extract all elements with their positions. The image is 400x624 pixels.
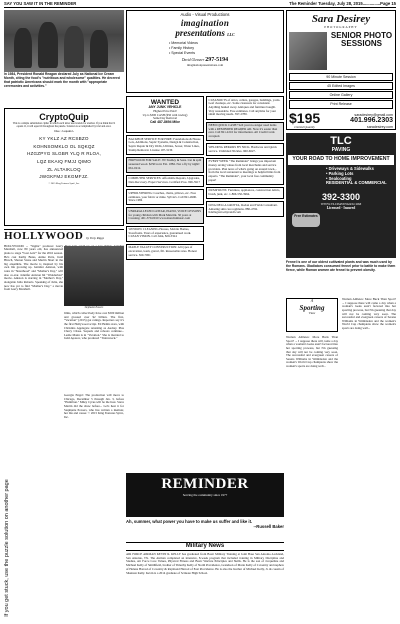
military-news-body: AIR FORCE AIRMAN KEVIN R. KELLY has graduated from Basic Military Training at Joint Base San Antonio-Lackland, San Antonio, TX. The Airman completed an intensive, 8-week program that included training in Military Discipline and Studies, Air Force Core Values, Physical Fitness and Basic Warfare Principles and Skills. He is the son of Jacqueline and Michael Kelly of Smithfield, brother of Timothy Kelly of North Providence, Grandson of Marie Kelly of Coventry and nephew of Helena Harrod of Coventry & Raymond Harrod of East Providence. He is also the brother of Michael Kelly, Jr. & cousin of Shannon Kelly. Kevin is a 2014 graduate of Scituate High School. <box>126 552 284 575</box>
classified-ad: LINA DELLA GROTTA, Rodan and Fields Consultant. Amazing skin care regimens. 880-4792. lidellagrotta.myrandf.com <box>206 201 284 217</box>
quote-text: Ah, summer, what power you have to make us suffer and like it. <box>126 519 253 524</box>
fennel-caption: Fennel is one of our oldest cultivated plants and was much used by the Romans. Gladiators consumed fennel prior to battle to make them fierce, while Roman women ate fennel to prevent obesity. <box>286 260 396 272</box>
reminder-logo-box <box>126 473 284 517</box>
tlc-free-badge: Free Estimates <box>292 213 320 227</box>
quote-author: --Russell Baker <box>253 524 284 530</box>
classified-ad: COMPUTER SERVICES: Affordable Repairs, Upgrades, Data Recovery. Expert Services. Certified Pros. 996-5917 <box>126 175 204 187</box>
hollywood-photo-caption: Stephanie Powers <box>84 306 104 309</box>
tlc-tagline: YOUR ROAD TO HOME IMPROVEMENT <box>288 155 394 165</box>
tlc-web: WWW.TLCPAVINGRI.COM <box>320 201 362 206</box>
hollywood-text: films, which collectively have cost $500 million and grossed over $2 billion. The first, "Vacation" (2015) got ratings. Reporters say it's the first Hollywood script. Ed Helms stars, with Christina Applegate returning as Audrey. Plus Chevy Chase. Sequels and reboots continue... Leslie Mann is in "Vacation." She is married to Judd Apatow, who produced "Trainwreck." <box>64 311 124 341</box>
cryptoquip-line: LQZ EKAIQ FMJJ QIMO <box>36 158 92 164</box>
sporting-view-logo <box>286 298 338 332</box>
tlc-item: RESIDENTIAL & COMMERCIAL <box>326 180 387 186</box>
ad-line: Audio - Visual Productions <box>180 12 230 17</box>
reminder-title: REMINDER <box>161 476 249 492</box>
classified-ad: DUMP RUNS: Furniture, appliances, construction debris, brush, junk, etc. 1-866-550-3964. <box>206 187 284 199</box>
ad-contact-phone: 297-5194 <box>205 56 229 63</box>
reminder-sub: Serving the community since 1977 <box>182 493 228 498</box>
stephanie-powers-photo <box>64 246 124 306</box>
cryptoquip-intro: This is a simple substitution cipher in which each letter used stands for another. If you think that X equals O, it will equal O throughout the puzzle. Solution is accomplished by trial and error. <box>12 122 116 129</box>
wanted-phone: Call 487-8694 Mike <box>150 119 180 124</box>
classified-ad: EVERY WEEK "The Reminder" brings you important money saving values from local merchants and service providers. Plan news of what's going on around town... from the local restaurant to meetings to helpful hints from experts. "The Reminder", your local free community paper! <box>206 158 284 185</box>
classified-ad: BACKHOE SERVICE FOR HIRE: Foundations & House Lots, Additions, Septic Systems, Design & Construction, Septic Repair & Dry Wells, Utilities, Sewer, Water Lines, Stump Removal. License 197-3136 <box>126 135 204 155</box>
sideways-ad <box>4 476 18 620</box>
header-right: The Reminder Tuesday, July 28, 2015...............Page 15 <box>289 0 396 6</box>
tlc-paving-ad <box>286 133 396 258</box>
tlc-logo: TLC <box>330 135 352 147</box>
ad-brand: imagination <box>180 17 230 28</box>
wanted-ad <box>126 96 204 133</box>
wanted-line: ANY JUNK VEHICLE <box>148 105 182 110</box>
tlc-license: Licensed - Insured <box>326 206 356 211</box>
tlc-item: • Sealcoating <box>326 175 352 181</box>
sporting-b: Sporting <box>299 303 325 312</box>
sara-item: Online Gallery <box>289 91 393 99</box>
tlc-item: • Driveways & Sidewalks <box>326 166 374 172</box>
classified-ad: WELDING REPAIRS BY NICK. Hardware and Quick service. Unlimited Nickles. 960-6627. <box>206 143 284 155</box>
sara-senior: SENIOR PHOTO SESSIONS <box>330 31 393 49</box>
sara-price-note: Limited Quantity <box>294 124 315 129</box>
sporting-article-cont: Women Athletes: More Buck Than Sport? ... I suppose there will come a day when a woman's looks aren't factored into her sporting prowess, but I'm guessing that day will not be coming very soon. The successful and evergreen careers of Serena Williams in Wimbledon and the women's World Cup champions show the women's sports are doing well... <box>342 298 396 331</box>
sporting-article: Women Athletes: More Buck Than Sport? ... I suppose there will come a day when a woman's looks aren't factored into her sporting prowess, but I'm guessing that day will not be coming very soon. The successful and evergreen careers of Serena Williams in Wimbledon and the women's World Cup champions show the women's sports are doing well... <box>286 336 338 369</box>
header-left: SAY YOU SAW IT IN THE REMINDER <box>4 0 77 6</box>
military-news-title: Military News <box>126 542 284 551</box>
tlc-paving: PAVING <box>331 146 351 153</box>
cryptoquip-line: KOHNSOMKLO OL SQKQZ <box>33 143 95 149</box>
classified-ad: UNPARALLELED GUITAR, PIANO, VOICE LESSONS for young children with Mark Mancini. 30 years at Crossing. 401-370-0910 www.mancinimusic.com <box>126 207 204 223</box>
classified-ad: FIREWOOD FOR SALE: JW Studley & Sons. Cut & split seasoned wood. $250/cord. Ext. 1882. Not a fly by night! 661-0212. <box>126 157 204 173</box>
sporting-c: View <box>308 310 316 315</box>
sara-name: Sara Desirey <box>311 13 371 25</box>
ad-item: • Family History <box>169 45 195 50</box>
cryptoquip-line: JWGKFMJ EKGMFJZ. <box>39 174 89 180</box>
cryptoquip-line: HZGZPYG SLGBR YLQ R RLOA, <box>26 151 102 157</box>
wanted-title: WANTED <box>150 99 180 106</box>
hollywood-title: HOLLYWOOD <box>4 230 84 242</box>
sara-item: 45 Edited Images <box>289 82 393 90</box>
sara-item: 90 Minute Session <box>289 73 393 81</box>
sara-sub: PHOTOGRAPHY <box>324 24 358 29</box>
sara-phone: 401.996.2303 <box>350 116 393 124</box>
ad-email: imaginationpresentations.com <box>186 62 224 67</box>
classified-ad: WINDOW CLEANING Houses, Mobile Homes, Storefronts. Years of experience, guaranteed work. CLEAN VISION. Call John, 829-3324 <box>126 226 204 242</box>
sara-email: saradesirey@gmail.com <box>354 112 393 117</box>
ad-item: • Memorial Videos <box>169 40 198 45</box>
classified-ad: UPHOLSTERING: Couches, chairs, pillows, etc. Free estimates, your fabric or mine. Sylvia's. Call 821-4990. Since 1984 <box>126 189 204 205</box>
hollywood-text: Georgia Engel: The production will move to Chicago, December 5 through Jan. 3, before "Hamilton." Miley Cyrus will be the host. Steve Martin did the show before... Let's hear it for Stephanie Powers, who has written a memoir, her life and career. © 2015 King Features Synd., Inc. <box>64 393 124 419</box>
classifieds-col-2 <box>126 135 204 471</box>
cryptoquip-line: ZL ALTAIKLOQ <box>47 166 81 172</box>
cryptoquip-clue: Clue: J equals L <box>53 129 75 134</box>
ice-cream-photo <box>4 10 124 72</box>
wanted-line: Highest Price Paid! <box>153 109 177 114</box>
classified-ad: CLEANOUTS of attics, cellars, garages, buildings, yards. Leaf cleanups, etc. Some cleanouts for consistent. Anything hauled away. Antiques and furniture bought. Very reasonable. Free estimates. Call anytime for your small moving needs. 397-2780. <box>206 96 284 120</box>
sara-item: Print Release <box>289 100 393 108</box>
classified-ad: NEED QUICK CASH? Sell your no-longer used items with a REMINDER READER AD. Now it's easier than ever. Call 821-2216 for information. All Credit Cards accepted. <box>206 122 284 142</box>
tlc-phone: 392-3300 <box>321 192 361 203</box>
hollywood-text: HOLLYWOOD -- "Sigma" producer Garry Marshall, now 80 years old, has announced plans to stage *Last Acts* for the 2016 season. He's cast Kathy Bates, Annie Potts, Judd Hirsch, Sharon Stone and Martin Short in the big ensemble. The movie is inspired by his own life growing up. Jennifer Aniston, with roles in "Sisterhood" and "Mother's Day," will also co-star. Jennifer Aniston hit "Wanderlust" movie. Aniston is starring in "Mother's Day," alongside Julia Roberts. Speaking of Julia, she now has yet to find "Mother's Day," a movie from Garry Marshall. <box>4 244 63 292</box>
ad-item: • Special Events <box>169 50 196 55</box>
ad-brand-suffix: LLC <box>227 32 235 38</box>
tlc-item: • Parking Lots <box>326 171 354 177</box>
quote <box>126 519 284 530</box>
cryptoquip-line: KY YKLZ AZ RCSBZO <box>39 135 89 141</box>
classifieds-col-3 <box>206 96 284 471</box>
photo-caption: In 1984, President Ronald Reagan declared July as National Ice Cream Month, citing the food's "nutritious and wholesome" qualities. He decreed that patriotic Americans should mark the month with "appropriate ceremonies and activities." <box>4 72 120 88</box>
cryptoquip-puzzle <box>4 108 124 226</box>
hollywood-right-cols <box>64 246 124 474</box>
sideways-ad-text: If you get stuck, use the puzzle solution on another page <box>4 479 10 617</box>
imagination-presentations-ad <box>126 10 284 93</box>
wanted-line: Up to $300 CASH ($50 with towing) <box>142 112 188 117</box>
ad-brand: presentations <box>175 28 225 39</box>
classified-ad: MAPLE VALLEY CONSTRUCTION: All types of excavation, loam, gravel, fill. Reasonable rates. Honest service. 569-7001 <box>126 244 204 260</box>
ad-contact-name: David Glessner <box>181 57 205 62</box>
page-header <box>4 1 396 8</box>
cryptoquip-copyright: © 2015 King Features Synd., Inc. <box>48 182 80 185</box>
cryptoquip-title: CryptoQuip <box>39 112 89 122</box>
sporting-a: A <box>310 298 314 303</box>
sara-site: saradesirey.com <box>366 124 393 129</box>
sara-price: $195 <box>289 109 321 126</box>
senior-photo <box>289 32 327 70</box>
wanted-line: Same Day Removal <box>153 116 177 121</box>
hollywood-byline: by Tony Riggs <box>86 236 105 240</box>
sara-desirey-ad <box>286 10 396 130</box>
